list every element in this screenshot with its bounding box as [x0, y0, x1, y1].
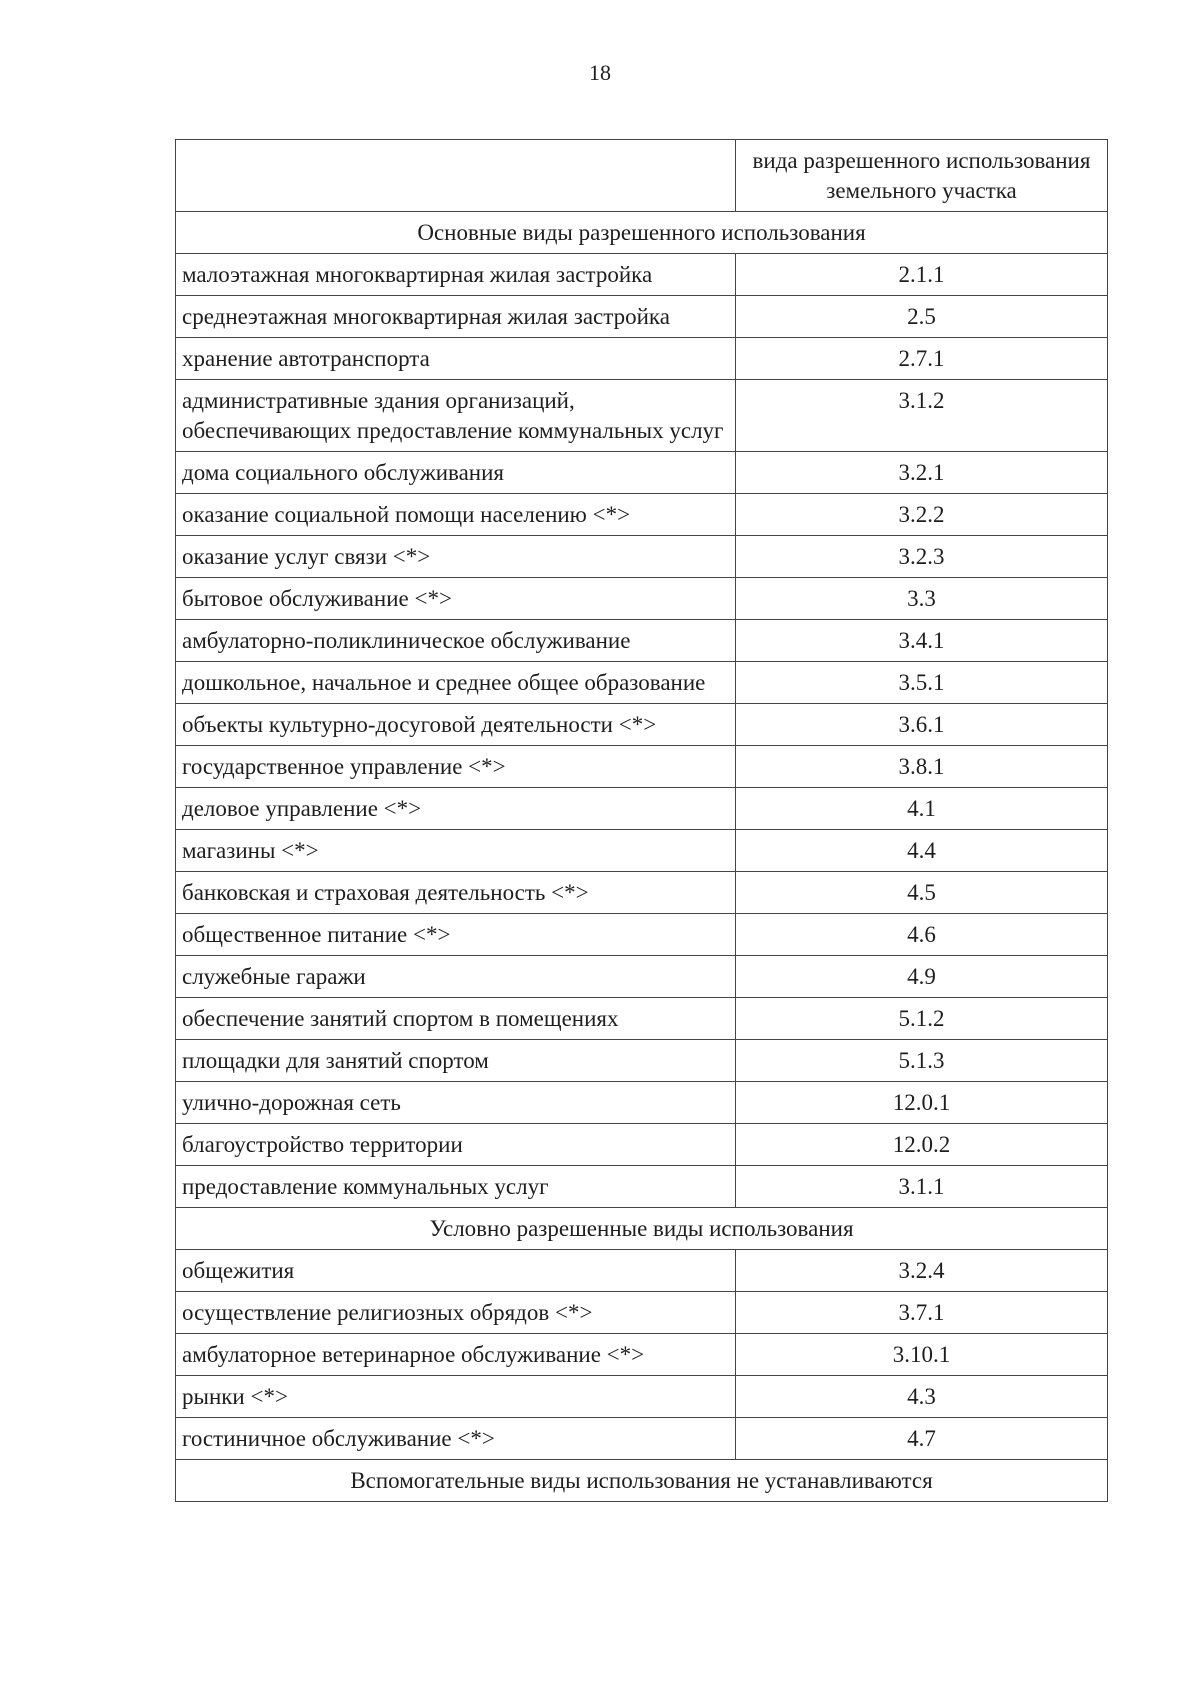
table-row — [176, 830, 1108, 872]
use-name-cell: дома социального обслуживания — [176, 452, 736, 494]
table-row — [176, 1040, 1108, 1082]
table-row — [176, 746, 1108, 788]
use-code-cell: 4.5 — [736, 872, 1108, 914]
table-row — [176, 788, 1108, 830]
table-row — [176, 914, 1108, 956]
use-code-cell: 2.7.1 — [736, 338, 1108, 380]
use-code-cell: 3.2.3 — [736, 536, 1108, 578]
use-name-cell: среднеэтажная многоквартирная жилая застройка — [176, 296, 736, 338]
table-row — [176, 1124, 1108, 1166]
table-row — [176, 1082, 1108, 1124]
use-code-cell: 3.1.1 — [736, 1166, 1108, 1208]
use-code-cell: 4.1 — [736, 788, 1108, 830]
use-code-cell: 5.1.2 — [736, 998, 1108, 1040]
use-code-cell: 4.9 — [736, 956, 1108, 998]
table-row — [176, 1376, 1108, 1418]
use-name-cell: дошкольное, начальное и среднее общее образование — [176, 662, 736, 704]
use-name-cell: площадки для занятий спортом — [176, 1040, 736, 1082]
land-use-table — [175, 139, 1108, 1502]
use-code-cell: 4.7 — [736, 1418, 1108, 1460]
use-name-cell: общежития — [176, 1250, 736, 1292]
table-row — [176, 578, 1108, 620]
table-row — [176, 1418, 1108, 1460]
table-row — [176, 296, 1108, 338]
use-code-cell: 3.6.1 — [736, 704, 1108, 746]
use-name-cell: деловое управление <*> — [176, 788, 736, 830]
page-number: 18 — [589, 60, 611, 85]
use-code-cell: 3.4.1 — [736, 620, 1108, 662]
use-code-cell: 4.6 — [736, 914, 1108, 956]
table-body — [176, 140, 1108, 1502]
use-code-cell: 3.2.2 — [736, 494, 1108, 536]
table-row — [176, 254, 1108, 296]
table-row — [176, 956, 1108, 998]
table-row — [176, 380, 1108, 452]
table-row — [176, 1166, 1108, 1208]
use-code-cell: 4.4 — [736, 830, 1108, 872]
table-row — [176, 998, 1108, 1040]
use-code-cell: 4.3 — [736, 1376, 1108, 1418]
use-code-cell: 2.5 — [736, 296, 1108, 338]
use-name-cell: амбулаторное ветеринарное обслуживание <*> — [176, 1334, 736, 1376]
use-code-cell: 3.8.1 — [736, 746, 1108, 788]
use-name-cell: служебные гаражи — [176, 956, 736, 998]
table-row — [176, 536, 1108, 578]
use-name-cell: гостиничное обслуживание <*> — [176, 1418, 736, 1460]
table-row — [176, 704, 1108, 746]
use-code-cell: 3.7.1 — [736, 1292, 1108, 1334]
header-cell-name — [176, 140, 736, 212]
use-name-cell: хранение автотранспорта — [176, 338, 736, 380]
header-row — [176, 140, 1108, 212]
section-title: Условно разрешенные виды использования — [176, 1208, 1108, 1250]
use-name-cell: предоставление коммунальных услуг — [176, 1166, 736, 1208]
use-name-cell: рынки <*> — [176, 1376, 736, 1418]
use-name-cell: осуществление религиозных обрядов <*> — [176, 1292, 736, 1334]
use-code-cell: 12.0.2 — [736, 1124, 1108, 1166]
use-name-cell: бытовое обслуживание <*> — [176, 578, 736, 620]
use-code-cell: 3.1.2 — [736, 380, 1108, 452]
use-name-cell: банковская и страховая деятельность <*> — [176, 872, 736, 914]
table-row — [176, 872, 1108, 914]
section-title: Основные виды разрешенного использования — [176, 212, 1108, 254]
use-code-cell: 3.10.1 — [736, 1334, 1108, 1376]
table-row — [176, 620, 1108, 662]
table-row — [176, 494, 1108, 536]
table-row — [176, 662, 1108, 704]
use-name-cell: малоэтажная многоквартирная жилая застройка — [176, 254, 736, 296]
use-code-cell: 12.0.1 — [736, 1082, 1108, 1124]
use-name-cell: улично-дорожная сеть — [176, 1082, 736, 1124]
use-code-cell: 2.1.1 — [736, 254, 1108, 296]
use-name-cell: объекты культурно-досуговой деятельности <*> — [176, 704, 736, 746]
use-name-cell: амбулаторно-поликлиническое обслуживание — [176, 620, 736, 662]
section-row — [176, 1460, 1108, 1502]
table-row — [176, 338, 1108, 380]
section-row — [176, 212, 1108, 254]
use-name-cell: благоустройство территории — [176, 1124, 736, 1166]
use-code-cell: 5.1.3 — [736, 1040, 1108, 1082]
use-name-cell: административные здания организаций, обеспечивающих предоставление коммунальных услуг — [176, 380, 736, 452]
use-name-cell: оказание услуг связи <*> — [176, 536, 736, 578]
table-row — [176, 452, 1108, 494]
use-name-cell: государственное управление <*> — [176, 746, 736, 788]
section-row — [176, 1208, 1108, 1250]
use-name-cell: общественное питание <*> — [176, 914, 736, 956]
header-cell-code: вида разрешенного использования земельного участка — [736, 140, 1108, 212]
section-title: Вспомогательные виды использования не устанавливаются — [176, 1460, 1108, 1502]
use-code-cell: 3.5.1 — [736, 662, 1108, 704]
table-row — [176, 1292, 1108, 1334]
table-row — [176, 1250, 1108, 1292]
use-code-cell: 3.2.4 — [736, 1250, 1108, 1292]
use-code-cell: 3.3 — [736, 578, 1108, 620]
use-code-cell: 3.2.1 — [736, 452, 1108, 494]
table-row — [176, 1334, 1108, 1376]
use-name-cell: магазины <*> — [176, 830, 736, 872]
use-name-cell: оказание социальной помощи населению <*> — [176, 494, 736, 536]
use-name-cell: обеспечение занятий спортом в помещениях — [176, 998, 736, 1040]
